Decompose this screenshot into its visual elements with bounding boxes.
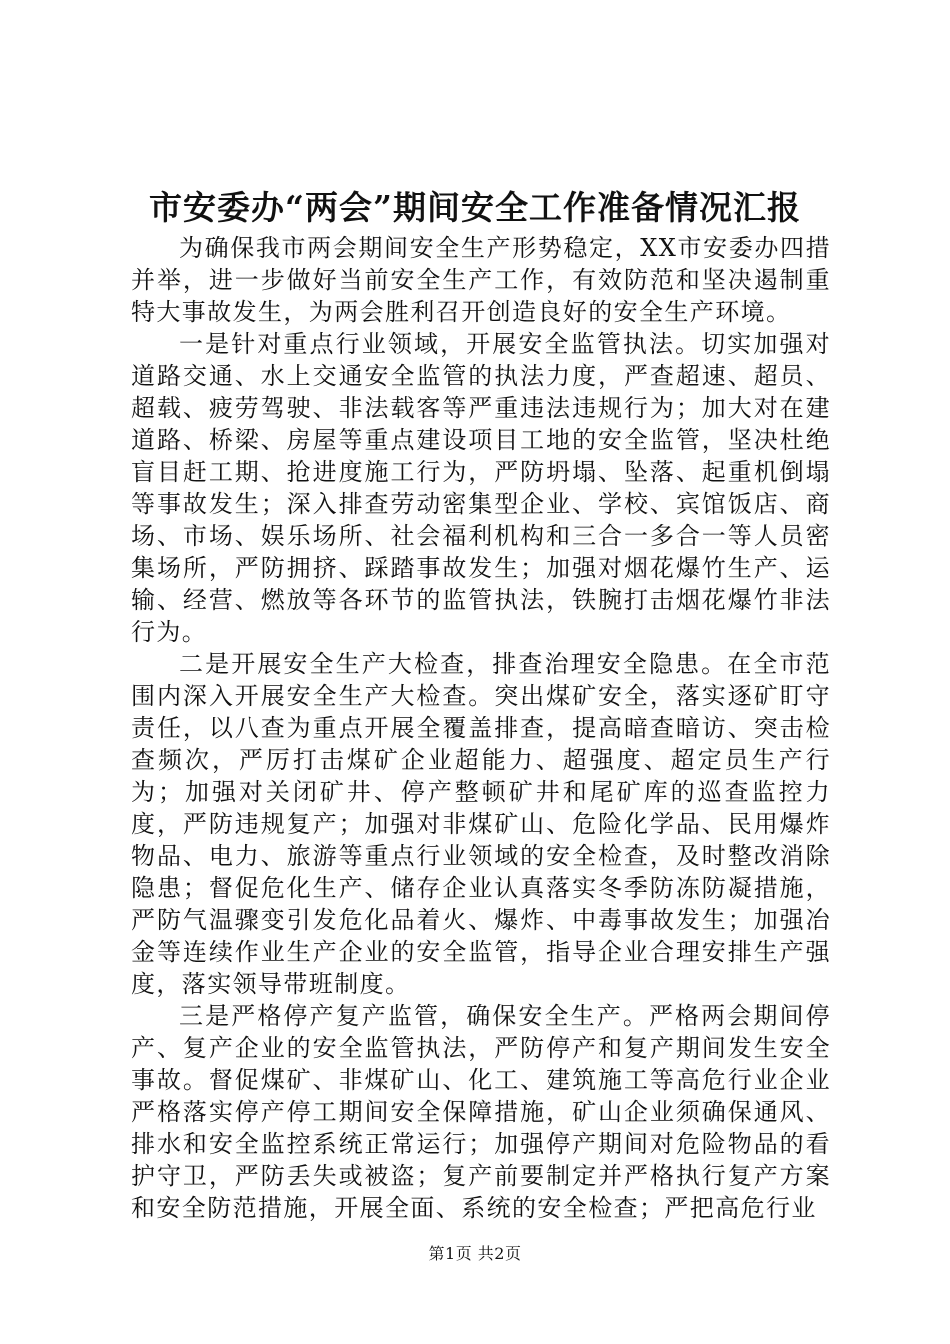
page-number-footer: 第1页 共2页 [428,1244,522,1263]
paragraph-point-two: 二是开展安全生产大检查，排查治理安全隐患。在全市范围内深入开展安全生产大检查。突出煤矿安全，落实逐矿盯守责任，以八查为重点开展全覆盖排查，提高暗查暗访、突击检查频次，严厉打击煤矿企业超能力、超强度、超定员生产行为；加强对关闭矿井、停产整顿矿井和尾矿库的巡查监控力度，严防违规复产；加强对非煤矿山、危险化学品、民用爆炸物品、电力、旅游等重点行业领域的安全检查，及时整改消除隐患；督促危化生产、储存企业认真落实冬季防冻防凝措施，严防气温骤变引发危化品着火、爆炸、中毒事故发生；加强冶金等连续作业生产企业的安全监管，指导企业合理安排生产强度，落实领导带班制度。 [131,650,831,998]
paragraph-intro: 为确保我市两会期间安全生产形势稳定，XX市安委办四措并举，进一步做好当前安全生产工作，有效防范和坚决遏制重特大事故发生，为两会胜利召开创造良好的安全生产环境。 [131,234,831,326]
paragraph-point-one: 一是针对重点行业领域，开展安全监管执法。切实加强对道路交通、水上交通安全监管的执法力度，严查超速、超员、超载、疲劳驾驶、非法载客等严重违法违规行为；加大对在建道路、桥梁、房屋等重点建设项目工地的安全监管，坚决杜绝盲目赶工期、抢进度施工行为，严防坍塌、坠落、起重机倒塌等事故发生；深入排查劳动密集型企业、学校、宾馆饭店、商场、市场、娱乐场所、社会福利机构和三合一多合一等人员密集场所，严防拥挤、踩踏事故发生；加强对烟花爆竹生产、运输、经营、燃放等各环节的监管执法，铁腕打击烟花爆竹非法行为。 [131,330,831,646]
document-body [131,232,831,1224]
paragraph-point-three: 三是严格停产复产监管，确保安全生产。严格两会期间停产、复产企业的安全监管执法，严防停产和复产期间发生安全事故。督促煤矿、非煤矿山、化工、建筑施工等高危行业企业严格落实停产停工期间安全保障措施，矿山企业须确保通风、排水和安全监控系统正常运行；加强停产期间对危险物品的看护守卫，严防丢失或被盗；复产前要制定并严格执行复产方案和安全防范措施，开展全面、系统的安全检查；严把高危行业 [131,1002,831,1222]
document-title: 市安委办“两会”期间安全工作准备情况汇报 [149,188,801,227]
